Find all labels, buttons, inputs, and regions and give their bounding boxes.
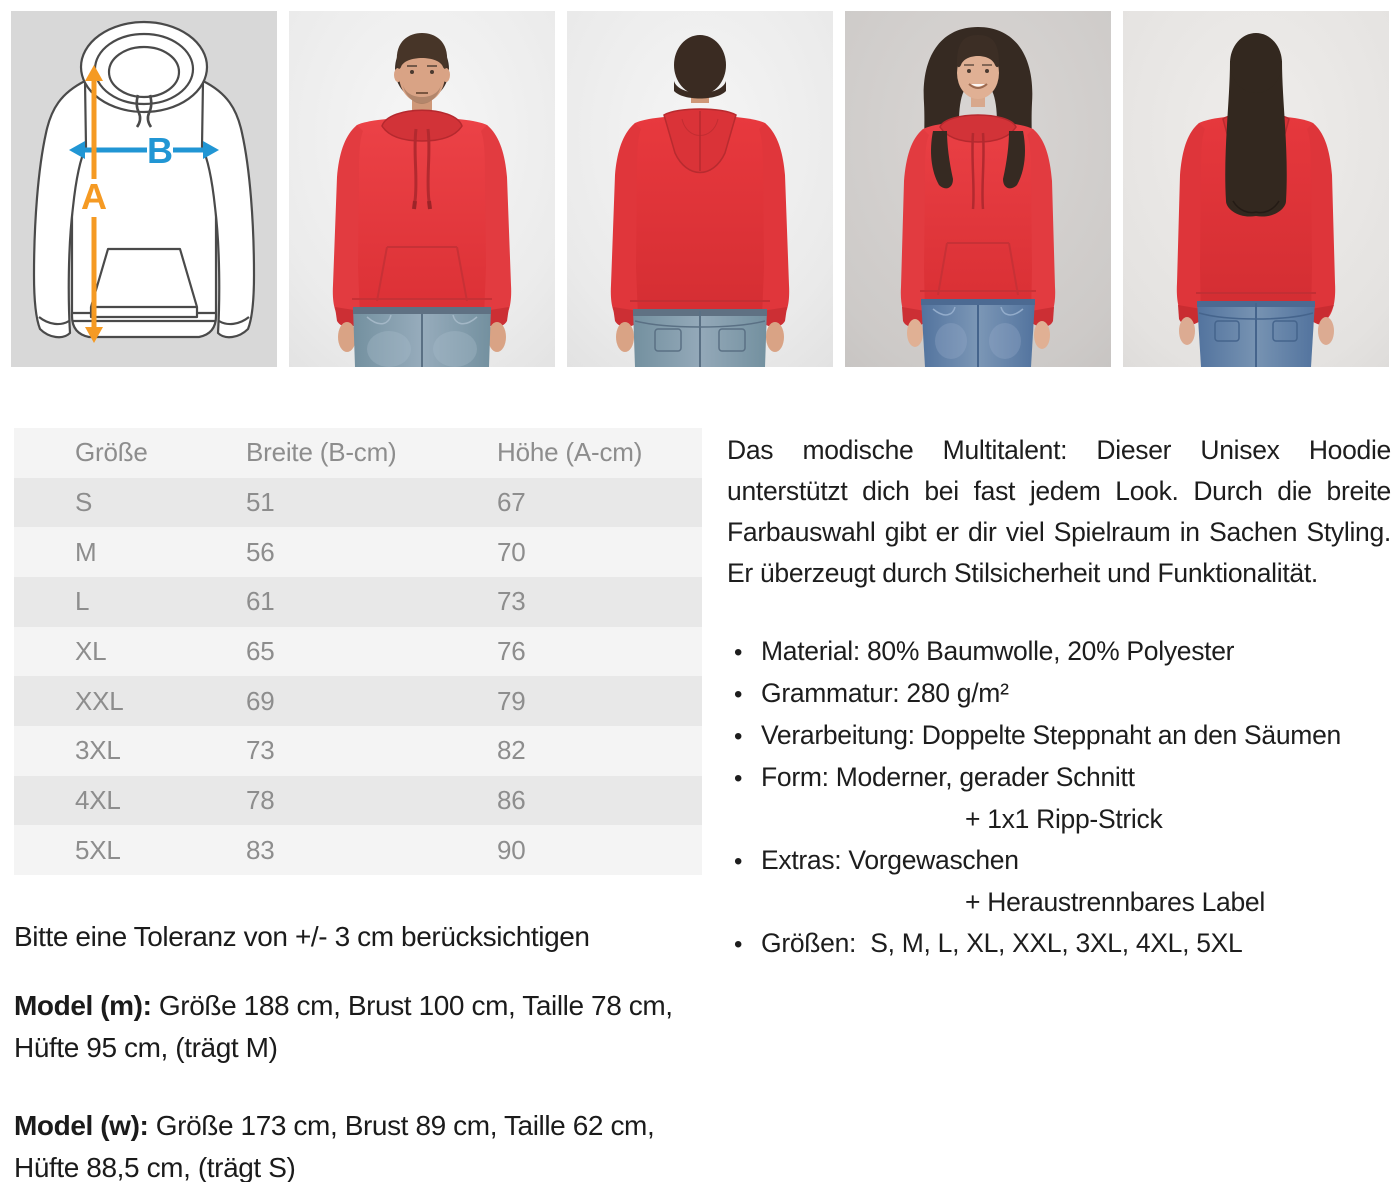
size-table xyxy=(14,428,702,875)
table-row xyxy=(14,676,702,726)
feature-text: Material: 80% Baumwolle, 20% Polyester xyxy=(761,636,1235,666)
feature-subtext: + 1x1 Ripp-Strick xyxy=(965,804,1163,834)
cell-height: 90 xyxy=(497,834,526,865)
model-w-line1 xyxy=(14,1105,714,1147)
size-table-header-row xyxy=(14,428,702,478)
cell-size: 4XL xyxy=(75,785,121,816)
cell-height: 82 xyxy=(497,735,526,766)
model-w-text: Größe 173 cm, Brust 89 cm, Taille 62 cm, xyxy=(148,1110,655,1141)
header-cell-size: Größe xyxy=(75,437,148,468)
table-row xyxy=(14,776,702,826)
photo-row xyxy=(11,11,1389,367)
cell-height: 79 xyxy=(497,685,526,716)
model-female-back-illustration xyxy=(1123,11,1389,367)
feature-text: Form: Moderner, gerader Schnitt xyxy=(761,762,1135,792)
model-w-line2: Hüfte 88,5 cm, (trägt S) xyxy=(14,1152,296,1182)
cell-size: M xyxy=(75,536,97,567)
cell-width: 56 xyxy=(246,536,275,567)
header-cell-height: Höhe (A-cm) xyxy=(497,437,643,468)
cell-width: 73 xyxy=(246,735,275,766)
bullet-icon xyxy=(727,840,761,882)
feature-item xyxy=(727,757,1391,799)
feature-item xyxy=(727,923,1391,965)
feature-item xyxy=(727,673,1391,715)
table-row xyxy=(14,627,702,677)
model-m-label: Model (m): xyxy=(14,990,152,1021)
cell-size: 3XL xyxy=(75,735,121,766)
table-row xyxy=(14,825,702,875)
size-diagram xyxy=(11,11,277,367)
cell-size: XL xyxy=(75,636,107,667)
photo-female-back xyxy=(1123,11,1389,367)
model-female-front-illustration xyxy=(845,11,1111,367)
feature-text: Größen: S, M, L, XL, XXL, 3XL, 4XL, 5XL xyxy=(761,928,1243,958)
bottom-notes xyxy=(14,916,714,1182)
feature-text: Verarbeitung: Doppelte Steppnaht an den Säumen xyxy=(761,720,1341,750)
cell-size: XXL xyxy=(75,685,124,716)
cell-width: 61 xyxy=(246,586,275,617)
bullet-icon xyxy=(727,673,761,715)
feature-item xyxy=(727,840,1391,882)
model-male-back-illustration xyxy=(567,11,833,367)
table-row xyxy=(14,527,702,577)
product-description xyxy=(727,430,1391,965)
model-m-text: Größe 188 cm, Brust 100 cm, Taille 78 cm, xyxy=(151,990,673,1021)
tolerance-note: Bitte eine Toleranz von +/- 3 cm berücksichtigen xyxy=(14,921,590,952)
model-male-front-illustration xyxy=(289,11,555,367)
size-diagram-panel xyxy=(11,11,277,367)
cell-size: 5XL xyxy=(75,834,121,865)
bullet-icon xyxy=(727,757,761,799)
cell-height: 86 xyxy=(497,785,526,816)
feature-subtext: + Heraustrennbares Label xyxy=(965,887,1265,917)
diagram-label-b: B xyxy=(147,130,173,171)
cell-width: 83 xyxy=(246,834,275,865)
feature-item xyxy=(727,631,1391,673)
cell-width: 65 xyxy=(246,636,275,667)
photo-male-front xyxy=(289,11,555,367)
cell-size: L xyxy=(75,586,90,617)
cell-size: S xyxy=(75,487,93,517)
bullet-icon xyxy=(727,715,761,757)
photo-male-back xyxy=(567,11,833,367)
cell-width: 51 xyxy=(246,487,275,517)
table-row xyxy=(14,726,702,776)
header-cell-width: Breite (B-cm) xyxy=(246,437,397,468)
cell-height: 76 xyxy=(497,636,526,667)
cell-height: 73 xyxy=(497,586,526,617)
cell-width: 78 xyxy=(246,785,275,816)
model-m-line2: Hüfte 95 cm, (trägt M) xyxy=(14,1032,278,1063)
model-m-note xyxy=(14,985,714,1069)
feature-item xyxy=(727,715,1391,757)
feature-text: Grammatur: 280 g/m² xyxy=(761,678,1009,708)
diagram-label-a: A xyxy=(81,176,107,217)
bullet-icon xyxy=(727,923,761,965)
model-w-label: Model (w): xyxy=(14,1110,149,1141)
photo-female-front xyxy=(845,11,1111,367)
cell-width: 69 xyxy=(246,685,275,716)
model-m-line1 xyxy=(14,985,714,1027)
model-w-note xyxy=(14,1105,714,1182)
table-row xyxy=(14,478,702,528)
table-row xyxy=(14,577,702,627)
cell-height: 67 xyxy=(497,487,526,517)
feature-list xyxy=(727,631,1391,965)
cell-height: 70 xyxy=(497,536,526,567)
bullet-icon xyxy=(727,631,761,673)
description-paragraph: Das modische Multitalent: Dieser Unisex Hoodie unterstützt dich bei fast jedem Look. Durch die breite Farbauswahl gibt er dir viel Spielraum in Sachen Styling. Er überzeugt durch Stilsicherheit und Funktionalität. xyxy=(727,435,1391,588)
feature-text: Extras: Vorgewaschen xyxy=(761,845,1019,875)
